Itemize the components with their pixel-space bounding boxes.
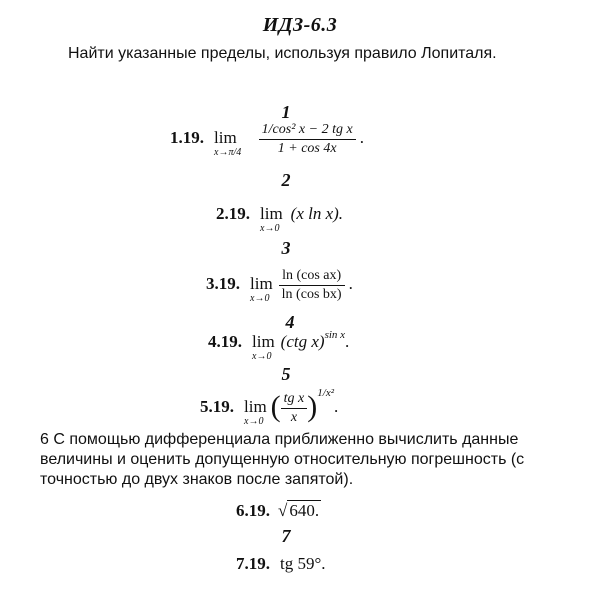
lim-text: lim (244, 397, 267, 416)
radical-sign: √ (278, 501, 288, 520)
problem-7 (236, 554, 326, 574)
numerator: ln (cos ax) (279, 268, 345, 286)
period: . (359, 128, 364, 148)
problem-5 (200, 386, 338, 426)
section-number-2: 2 (281, 170, 291, 190)
period: . (334, 397, 339, 416)
denominator: 1 + cos 4x (277, 141, 337, 156)
problem-3 (206, 268, 353, 303)
numerator: 1/cos² x − 2 tg x (259, 122, 356, 140)
expression: tg 59°. (280, 554, 326, 573)
limit-subscript: x→0 (260, 223, 280, 234)
section-6-text (40, 430, 560, 490)
right-paren: ) (307, 390, 318, 423)
radicand: 640. (289, 501, 320, 520)
period: . (345, 332, 350, 351)
denominator: x (290, 409, 298, 425)
problem-4 (208, 329, 350, 362)
base-expression: (ctg x) (280, 332, 325, 351)
fraction (259, 122, 356, 157)
limit-subscript: x→π/4 (214, 147, 242, 159)
section-number-3: 3 (281, 238, 291, 258)
denominator: ln (cos bx) (281, 287, 342, 302)
square-root (278, 500, 321, 521)
lim-text: lim (214, 128, 237, 148)
limit-operator (252, 332, 275, 362)
lim-text: lim (250, 274, 273, 294)
problem-label: 2.19. (216, 204, 250, 223)
problem-1 (170, 122, 364, 157)
section-number-5: 5 (281, 364, 291, 384)
problem-label: 7.19. (236, 554, 270, 573)
problem-6 (236, 500, 321, 521)
limit-subscript: x→0 (252, 351, 272, 362)
fraction (281, 391, 308, 426)
exponent: sin x (324, 329, 346, 341)
problem-label: 3.19. (206, 274, 240, 294)
left-paren: ( (270, 390, 281, 423)
limit-operator (214, 128, 242, 159)
problem-2 (216, 204, 344, 234)
problem-label: 5.19. (200, 397, 234, 416)
problem-label: 6.19. (236, 501, 270, 520)
page-title: ИДЗ-6.3 (262, 14, 338, 36)
limit-subscript: x→0 (250, 293, 270, 305)
limit-operator (250, 274, 273, 305)
exponent: 1/x² (317, 387, 335, 399)
limit-operator (260, 204, 283, 234)
section-number-4: 4 (285, 312, 295, 332)
limit-subscript: x→0 (244, 416, 264, 427)
period: . (348, 274, 353, 294)
problem-label: 4.19. (208, 332, 242, 351)
lim-text: lim (252, 332, 275, 351)
section-number-1: 1 (281, 102, 291, 122)
lim-text: lim (260, 204, 283, 223)
expression: (x ln x). (290, 204, 344, 223)
problem-label: 1.19. (170, 128, 204, 148)
limit-operator (244, 397, 267, 427)
section-number-6: 6 (40, 431, 49, 448)
numerator: tg x (281, 391, 308, 409)
intro-text: Найти указанные пределы, используя правило Лопиталя. (68, 45, 497, 62)
section-number-7: 7 (281, 526, 291, 546)
fraction (279, 268, 345, 303)
section-6-instructions: С помощью дифференциала приближенно вычислить данные величины и оценить допущенную относительную погрешность (с точностью до двух знаков после запятой). (40, 431, 525, 488)
